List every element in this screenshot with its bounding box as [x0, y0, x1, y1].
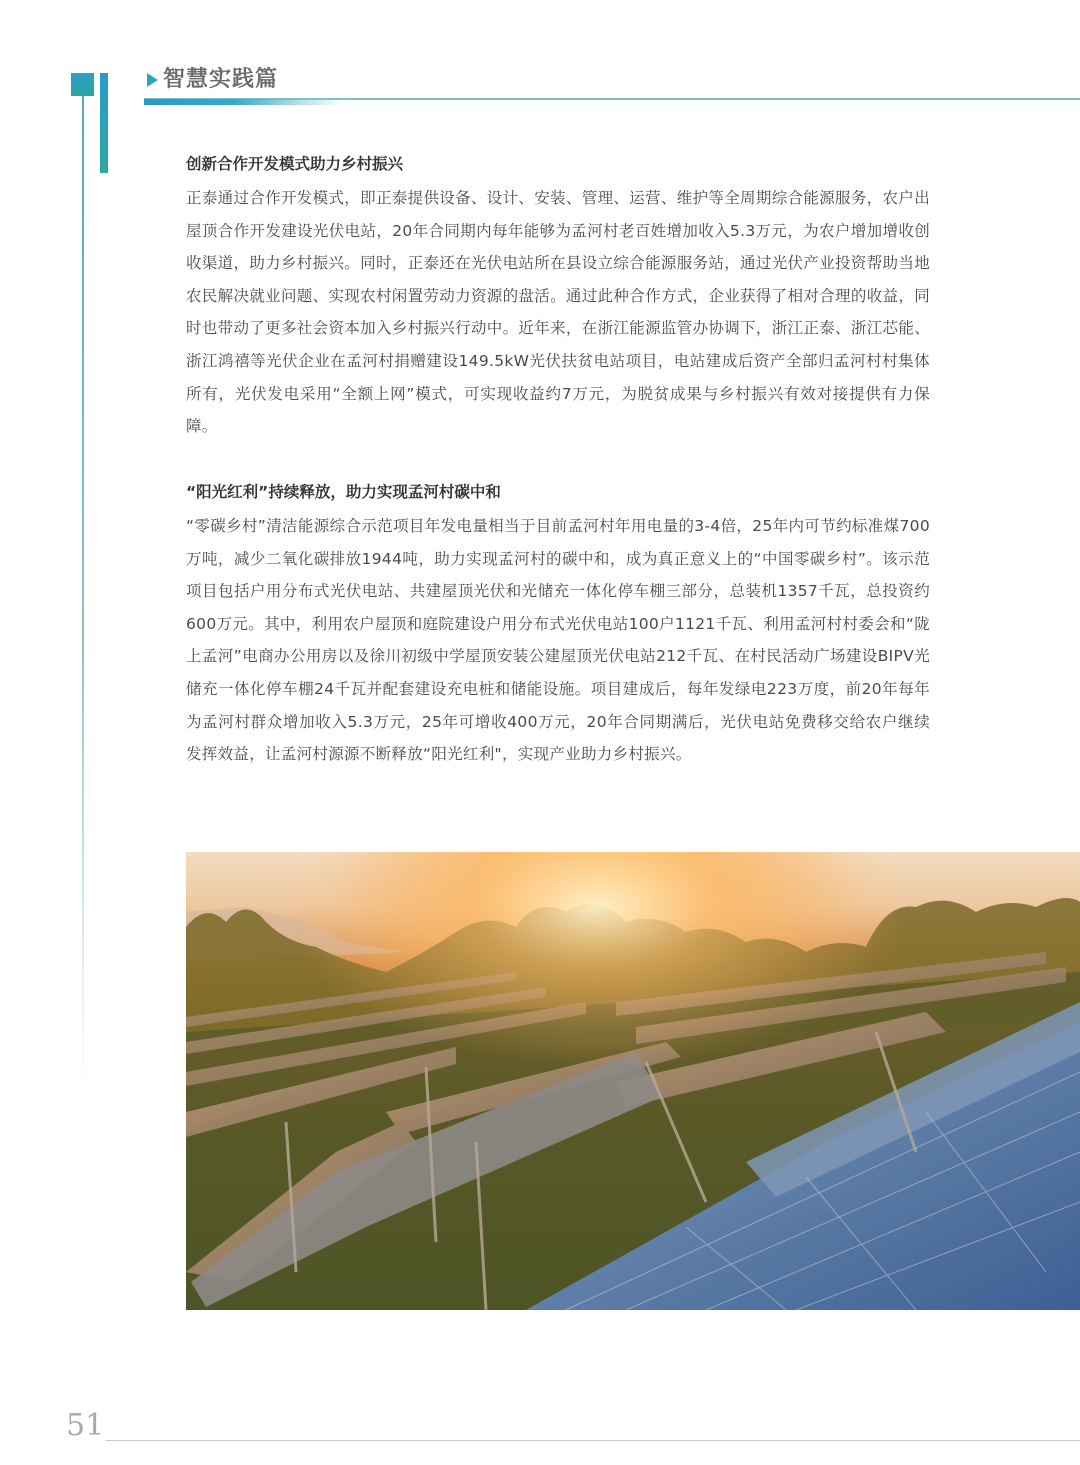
solar-farm-photo	[186, 852, 1080, 1310]
section-body: 正泰通过合作开发模式，即正泰提供设备、设计、安装、管理、运营、维护等全周期综合能源服务，农户出屋顶合作开发建设光伏电站，20年合同期内每年能够为孟河村老百姓增加收入5.3万元，为农户增加增收创收渠道，助力乡村振兴。同时，正泰还在光伏电站所在县设立综合能源服务站，通过光伏产业投资帮助当地农民解决就业问题、实现农村闲置劳动力资源的盘活。通过此种合作方式，企业获得了相对合理的收益，同时也带动了更多社会资本加入乡村振兴行动中。近年来，在浙江能源监管办协调下，浙江正泰、浙江芯能、浙江鸿禧等光伏企业在孟河村捐赠建设149.5kW光伏扶贫电站项目，电站建成后资产全部归孟河村村集体所有，光伏发电采用“全额上网”模式，可实现收益约7万元，为脱贫成果与乡村振兴有效对接提供有力保障。	[186, 189, 930, 436]
triangle-right-icon	[147, 73, 158, 87]
decorative-square	[71, 73, 94, 96]
section-body: “零碳乡村”清洁能源综合示范项目年发电量相当于目前孟河村年用电量的3-4倍，25年内可节约标准煤700万吨，减少二氧化碳排放1944吨，助力实现孟河村的碳中和，成为真正意义上的“中国零碳乡村”。该示范项目包括户用分布式光伏电站、共建屋顶光伏和光储充一体化停车棚三部分，总装机1357千瓦，总投资约600万元。其中，利用农户屋顶和庭院建设户用分布式光伏电站100户1121千瓦、利用孟河村村委会和“陇上孟河”电商办公用房以及徐川初级中学屋顶安装公建屋顶光伏电站212千瓦、在村民活动广场建设BIPV光储充一体化停车棚24千瓦并配套建设充电桩和储能设施。项目建成后，每年发绿电223万度，前20年每年为孟河村群众增加收入5.3万元，25年可增收400万元，20年合同期满后，光伏电站免费移交给农户继续发挥效益，让孟河村源源不断释放“阳光红利"，实现产业助力乡村振兴。	[186, 517, 930, 764]
footer-divider	[106, 1440, 1080, 1441]
article-section-cooperation	[186, 150, 930, 443]
decorative-vertical-line	[82, 96, 84, 1096]
page-number: 51	[66, 1408, 105, 1443]
chapter-title: 智慧实践篇	[163, 67, 279, 92]
article-section-carbon-neutral	[186, 478, 930, 771]
section-heading: 创新合作开发模式助力乡村振兴	[186, 155, 404, 173]
section-heading: “阳光红利”持续释放，助力实现孟河村碳中和	[186, 483, 501, 501]
header-accent-bar	[144, 99, 344, 105]
decorative-vertical-bar	[100, 73, 108, 173]
solar-panels-illustration	[186, 852, 1080, 1310]
